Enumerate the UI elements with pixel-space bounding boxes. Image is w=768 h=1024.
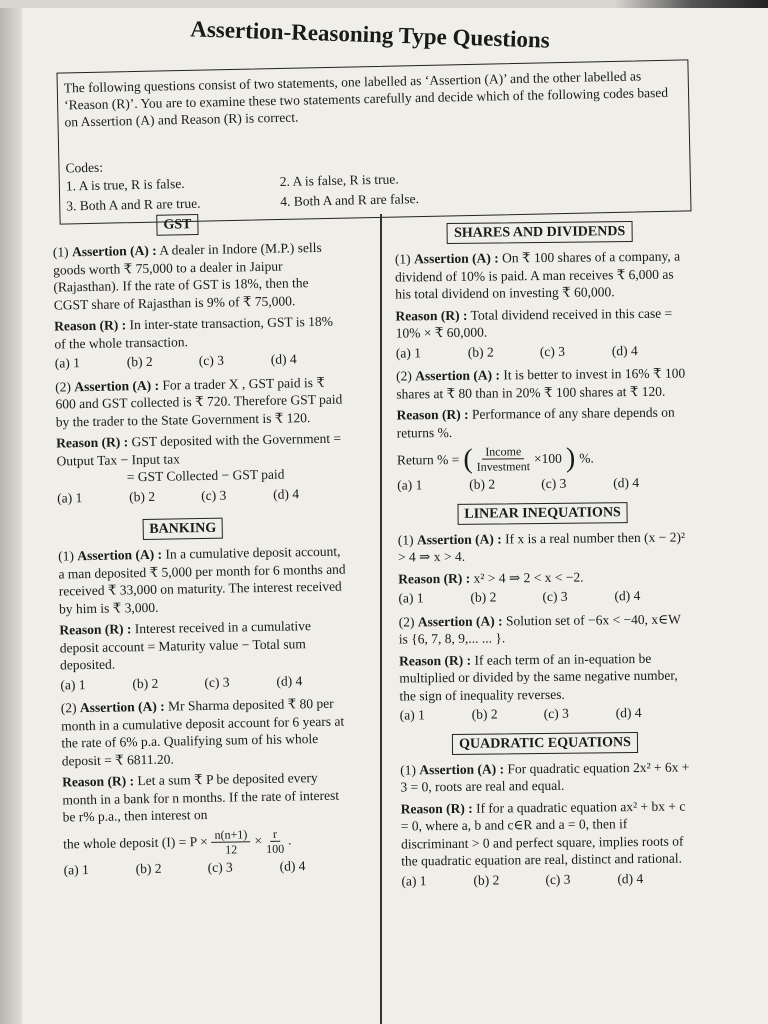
option-b: (b) 2 (129, 488, 156, 504)
option-c: (c) 3 (198, 352, 225, 369)
return-formula (397, 442, 687, 474)
reason-label: Reason (R) : (398, 570, 471, 587)
left-paren: ( (463, 443, 473, 475)
question-number: (1) (400, 761, 417, 778)
book-binding (0, 0, 22, 1024)
options (398, 586, 688, 607)
fraction (266, 826, 285, 855)
options (57, 484, 347, 507)
option-c: (c) 3 (542, 588, 568, 605)
assertion-label: Assertion (A) : (413, 250, 499, 267)
question-number: (2) (55, 378, 72, 395)
option-c: (c) 3 (541, 475, 567, 492)
reason-text: If each term of an in-equation be multiplied or divided by the same negative number, the sign of inequality reverses. (399, 650, 678, 704)
banking-question-2 (61, 694, 354, 878)
shares-question-1 (395, 247, 686, 361)
section-title-shares: SHARES AND DIVIDENDS (447, 221, 632, 244)
option-c: (c) 3 (200, 487, 227, 503)
option-b: (b) 2 (135, 860, 162, 876)
question-number: (1) (397, 531, 414, 548)
option-b: (b) 2 (467, 344, 494, 360)
reason-text: Performance of any share depends on returns %. (396, 404, 675, 441)
reason-label: Reason (R) : (395, 307, 468, 324)
assertion-text: A dealer in Indore (M.P.) sells goods worth ₹ 75,000 to a dealer in Jaipur (Rajasthan). If the rate of GST is 18%, then the CGST share of Rajasthan is 9% of ₹ 75,000. (53, 239, 322, 313)
formula-end: . (287, 832, 292, 848)
assertion-text: Mr Sharma deposited ₹ 80 per month in a cumulative deposit account for 6 years at the rate of 6% p.a. Qualifying sum of his whole deposit = ₹ 6811.20. (60, 695, 345, 768)
code-3: 3. Both A and R are true. (66, 195, 201, 214)
right-column (395, 220, 692, 889)
options (400, 703, 690, 724)
fraction (211, 827, 250, 857)
reason-text: x² > 4 ⇒ 2 < x < −2. (473, 569, 584, 586)
option-c: (c) 3 (204, 674, 230, 690)
option-a: (a) 1 (398, 590, 424, 606)
assertion-text: For quadratic equation 2x² + 6x + 3 = 0, roots are real and equal. (400, 758, 690, 795)
fraction (477, 444, 531, 474)
assertion-label: Assertion (A) : (79, 698, 165, 716)
option-a: (a) 1 (399, 707, 425, 723)
question-number: (1) (394, 251, 411, 267)
linear-question-1 (398, 528, 689, 607)
assertion-label: Assertion (A) : (77, 546, 163, 564)
quadratic-question-1 (400, 758, 691, 890)
options (396, 341, 686, 362)
option-d: (d) 4 (276, 672, 303, 689)
instructions-box (56, 59, 691, 224)
assertion-label: Assertion (A) : (417, 612, 503, 629)
left-column (52, 212, 354, 879)
fraction-numerator: r (270, 826, 280, 841)
right-paren: ) (565, 442, 576, 474)
section-title-linear: LINEAR INEQUATIONS (457, 502, 628, 525)
formula-end: %. (579, 450, 594, 466)
option-a: (a) 1 (60, 676, 86, 693)
reason-text: If for a quadratic equation ax² + bx + c = 0, where a, b and c∈R and a = 0, then if discriminant > 0 and perfect square, implies roots of the quadratic equation are real, distinct and rational. (400, 798, 686, 869)
reason-text: Interest received in a cumulative deposit account = Maturity value − Total sum deposited. (59, 618, 312, 673)
options (397, 473, 687, 494)
reason-text: In inter-state transaction, GST is 18% of the whole transaction. (54, 313, 334, 352)
reason-text: GST deposited with the Government = Output Tax − Input tax (56, 430, 342, 469)
option-a: (a) 1 (57, 489, 83, 506)
fraction-numerator: n(n+1) (211, 827, 250, 843)
question-number: (2) (396, 368, 412, 384)
assertion-label: Assertion (A) : (419, 760, 505, 777)
page-title: Assertion-Reasoning Type Questions (189, 16, 551, 53)
option-b: (b) 2 (473, 871, 500, 888)
option-c: (c) 3 (545, 871, 571, 887)
option-b: (b) 2 (132, 675, 159, 691)
option-a: (a) 1 (63, 861, 89, 877)
reason-label: Reason (R) : (400, 800, 473, 817)
formula-prefix: Return % = (396, 451, 460, 468)
option-b: (b) 2 (470, 589, 497, 605)
option-d: (d) 4 (615, 704, 642, 721)
reason-text: Total dividend received in this case = 10% × ₹ 60,000. (395, 305, 673, 341)
option-b: (b) 2 (126, 353, 153, 370)
shares-question-2 (396, 364, 687, 494)
option-b: (b) 2 (471, 706, 498, 722)
banking-question-1 (58, 542, 351, 693)
interest-formula (63, 825, 353, 859)
assertion-label: Assertion (A) : (71, 242, 157, 260)
option-a: (a) 1 (397, 477, 423, 493)
option-d: (d) 4 (611, 342, 638, 358)
code-4: 4. Both A and R are false. (280, 191, 420, 209)
assertion-label: Assertion (A) : (415, 367, 501, 384)
times-sign: × (254, 833, 263, 849)
reason-label: Reason (R) : (56, 434, 129, 451)
code-2: 2. A is false, R is true. (279, 171, 399, 189)
assertion-text: If x is a real number then (x − 2)² > 4 ⇒ x > 4. (397, 529, 686, 565)
formula-prefix: the whole deposit (I) = P × (63, 834, 208, 852)
gst-question-1 (53, 239, 345, 373)
options (60, 671, 350, 694)
reason-text: Let a sum ₹ P be deposited every month in a bank for n months. If the rate of interest be r% p.a., then interest on (62, 770, 340, 825)
page-edge (0, 0, 768, 8)
section-title-gst: GST (156, 214, 198, 236)
options (55, 349, 345, 372)
option-a: (a) 1 (395, 344, 422, 361)
options (401, 869, 691, 890)
section-title-quadratic: QUADRATIC EQUATIONS (452, 732, 638, 755)
fraction-numerator: Income (482, 444, 524, 459)
option-d: (d) 4 (613, 474, 640, 491)
option-b: (b) 2 (469, 476, 496, 492)
reason-label: Reason (R) : (54, 317, 127, 334)
linear-question-2 (399, 610, 690, 724)
question-number: (2) (398, 613, 415, 630)
question-number: (1) (58, 548, 75, 564)
reason-label: Reason (R) : (399, 652, 472, 669)
gst-question-2 (55, 373, 347, 507)
assertion-label: Assertion (A) : (416, 530, 502, 547)
fraction-denominator: 100 (266, 841, 285, 856)
assertion-text: Solution set of −6x < −40, x∈W is {6, 7, 8, 9,... ... }. (398, 611, 681, 647)
reason-label: Reason (R) : (59, 621, 132, 638)
assertion-label: Assertion (A) : (74, 377, 160, 394)
reason-label: Reason (R) : (396, 406, 469, 423)
fraction-denominator: Investment (476, 459, 531, 474)
question-number: (1) (52, 244, 69, 260)
section-title-banking: BANKING (142, 518, 223, 540)
reason-label: Reason (R) : (61, 773, 135, 790)
assertion-text: On ₹ 100 shares of a company, a dividend of 10% is paid. A man receives ₹ 6,000 as his total dividend on investing ₹ 60,000. (394, 248, 681, 302)
option-c: (c) 3 (539, 343, 566, 359)
column-divider (380, 214, 382, 1024)
option-c: (c) 3 (543, 705, 569, 722)
assertion-text: For a trader X , GST paid is ₹ 600 and GST collected is ₹ 720. Therefore GST paid by the trader to the State Government is ₹ 120. (55, 374, 343, 430)
instructions-text: The following questions consist of two statements, one labelled as ‘Assertion (A)’ and the other labelled as ‘Reason (R)’. You are to examine these two statements carefully and decide which of the following codes based on Assertion (A) and Reason (R) is correct. (63, 68, 669, 130)
codes-label: Codes: (65, 159, 104, 176)
assertion-text: It is better to invest in 16% ₹ 100 shares at ₹ 80 than in 20% ₹ 100 shares at ₹ 120. (396, 365, 686, 402)
option-a: (a) 1 (54, 355, 81, 371)
option-d: (d) 4 (614, 587, 641, 604)
question-number: (2) (60, 700, 77, 716)
option-d: (d) 4 (272, 485, 300, 502)
formula-multiplier: ×100 (533, 450, 562, 466)
fraction-denominator: 12 (225, 841, 238, 857)
option-a: (a) 1 (401, 872, 427, 889)
code-1: 1. A is true, R is false. (65, 175, 185, 194)
option-d: (d) 4 (617, 870, 644, 886)
option-d: (d) 4 (270, 351, 297, 367)
assertion-text: In a cumulative deposit account, a man deposited ₹ 5,000 per month for 6 months and received ₹ 33,000 on maturity. The interest received by him is ₹ 3,000. (58, 543, 346, 617)
option-c: (c) 3 (207, 859, 233, 875)
option-d: (d) 4 (279, 857, 306, 874)
reason-text-continued: = GST Collected − GST paid (126, 466, 285, 485)
